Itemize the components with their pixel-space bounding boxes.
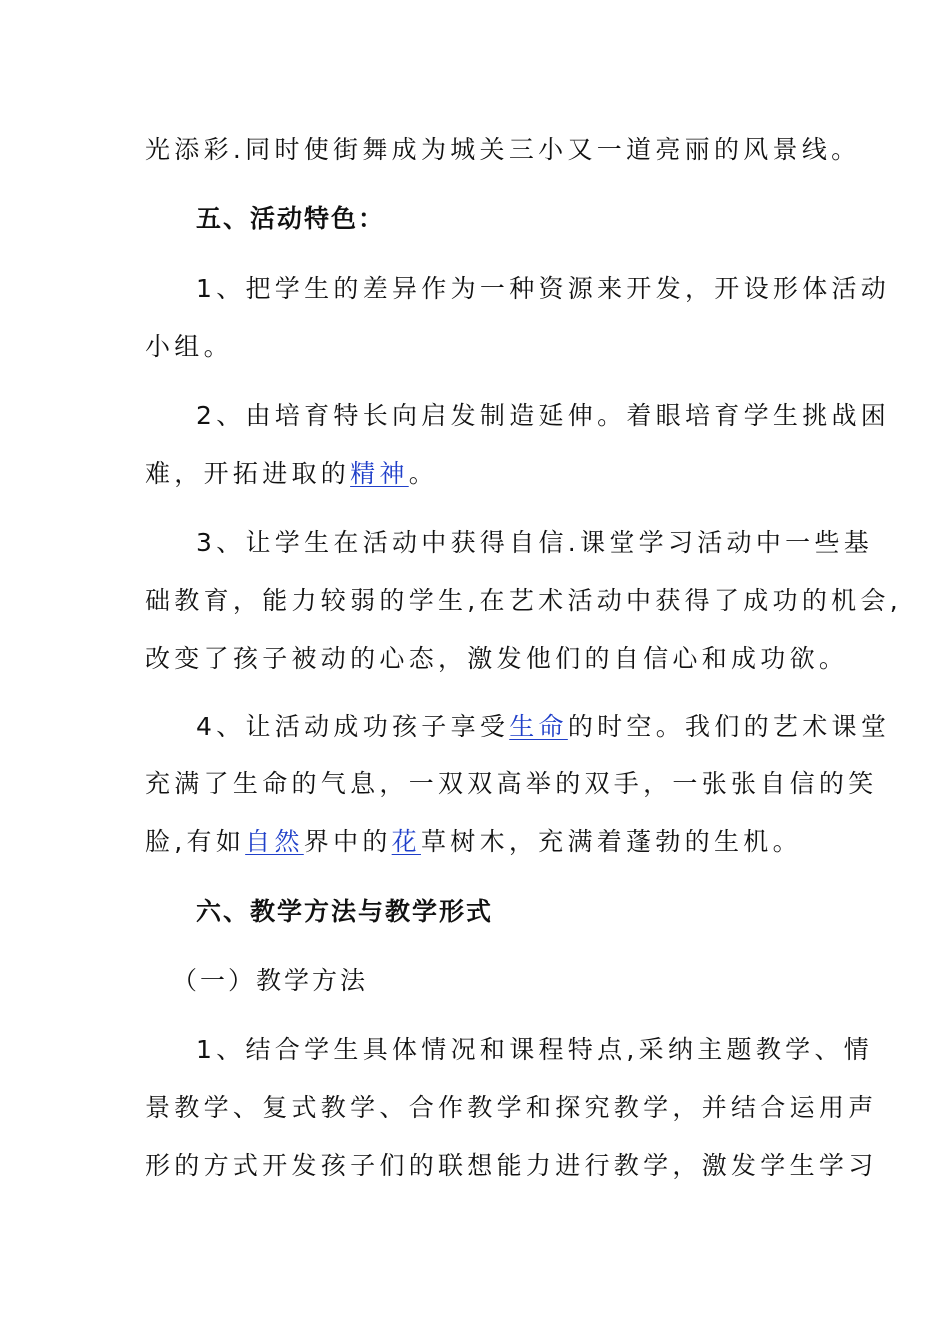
- link-flower[interactable]: 花: [391, 827, 421, 856]
- section-heading-5: 五、活动特色：: [196, 204, 386, 233]
- link-nature[interactable]: 自然: [245, 827, 304, 856]
- paragraph-line: 形的方式开发孩子们的联想能力进行教学，激发学生学习: [145, 1151, 878, 1180]
- link-life[interactable]: 生命: [509, 712, 568, 741]
- section-heading-6: 六、教学方法与教学形式: [196, 897, 494, 926]
- text-span: 。: [408, 459, 439, 488]
- paragraph-line: 础教育，能力较弱的学生,在艺术活动中获得了成功的机会,: [145, 586, 902, 615]
- text-span: 界中的: [303, 827, 392, 856]
- paragraph-line: [145, 458, 438, 490]
- text-span: 草树木，充满着蓬勃的生机。: [420, 827, 802, 856]
- text-span: 4、让活动成功孩子享受: [196, 712, 510, 741]
- paragraph-line: 改变了孩子被动的心态，激发他们的自信心和成功欲。: [145, 644, 849, 673]
- paragraph-line: [196, 711, 890, 743]
- link-spirit[interactable]: 精神: [350, 459, 409, 488]
- paragraph-line: 1、把学生的差异作为一种资源来开发，开设形体活动: [196, 274, 891, 303]
- paragraph-line: 小组。: [145, 332, 233, 361]
- paragraph-line: 景教学、复式教学、合作教学和探究教学，并结合运用声: [145, 1093, 878, 1122]
- text-span: 的时空。我们的艺术课堂: [567, 712, 891, 741]
- paragraph-line: 3、让学生在活动中获得自信.课堂学习活动中一些基: [196, 528, 874, 557]
- paragraph-line: 1、结合学生具体情况和课程特点,采纳主题教学、情: [196, 1035, 874, 1064]
- text-span: 脸,有如: [145, 827, 246, 856]
- text-span: 难，开拓进取的: [145, 459, 351, 488]
- subsection-heading: （一）教学方法: [172, 966, 369, 995]
- paragraph-line: 充满了生命的气息，一双双高举的双手，一张张自信的笑: [145, 769, 878, 798]
- paragraph-line: 光添彩.同时使街舞成为城关三小又一道亮丽的风景线。: [145, 135, 861, 164]
- paragraph-line: 2、由培育特长向启发制造延伸。着眼培育学生挑战困: [196, 401, 891, 430]
- paragraph-line: [145, 826, 802, 858]
